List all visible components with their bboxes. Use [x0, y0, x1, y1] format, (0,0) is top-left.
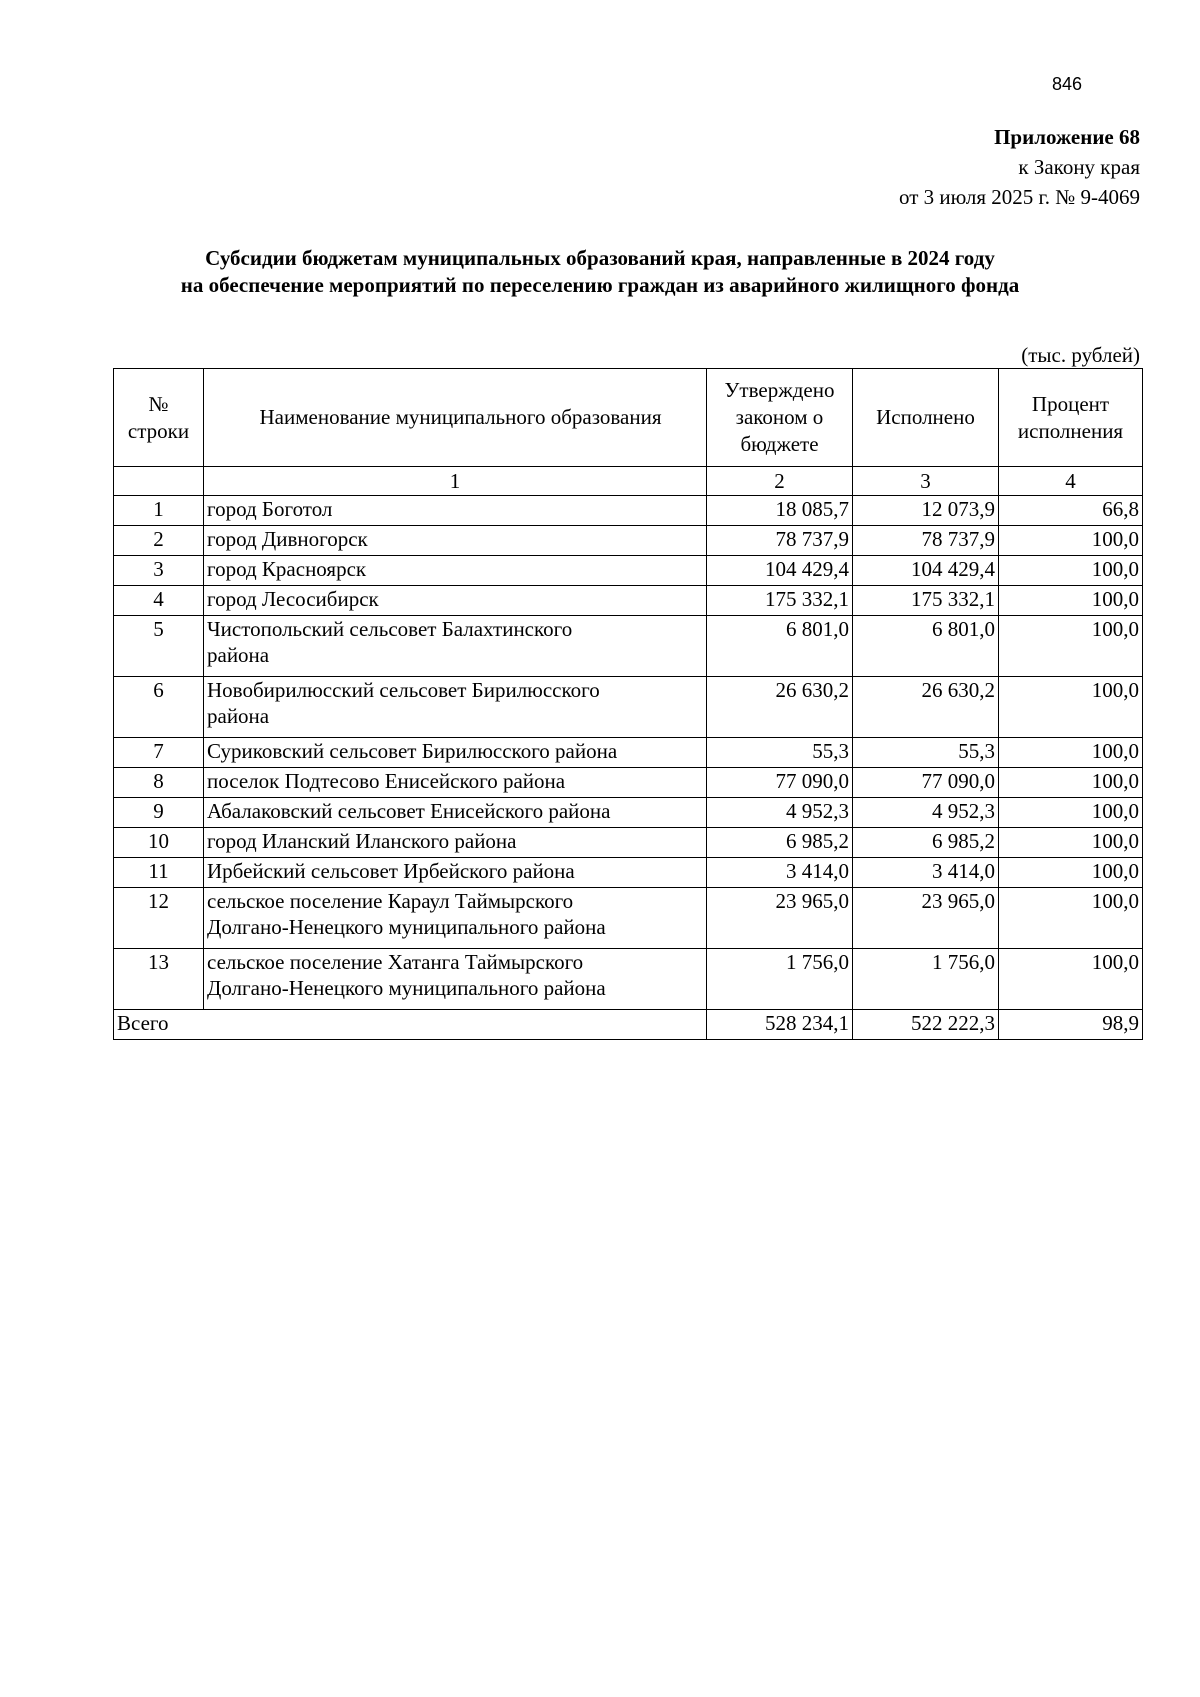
municipality-name-line-1: город Боготол: [207, 497, 333, 521]
row-number: 10: [114, 828, 204, 858]
approved-amount: 6 801,0: [707, 616, 853, 677]
table-row: [114, 526, 1143, 556]
page-number: 846: [1052, 74, 1083, 94]
approved-amount: 6 985,2: [707, 828, 853, 858]
municipality-name: [204, 858, 707, 888]
municipality-name-line-1: Абалаковский сельсовет Енисейского района: [207, 799, 611, 823]
municipality-name-line-1: город Иланский Иланского района: [207, 829, 517, 853]
municipality-name-line-1: город Лесосибирск: [207, 587, 379, 611]
approved-amount: 104 429,4: [707, 556, 853, 586]
document-title: [0, 245, 1200, 299]
row-number: 13: [114, 949, 204, 1010]
municipality-name: [204, 949, 707, 1010]
row-number: 3: [114, 556, 204, 586]
units-label: (тыс. рублей): [1021, 343, 1140, 367]
executed-amount: 6 985,2: [853, 828, 999, 858]
executed-amount: 55,3: [853, 738, 999, 768]
row-number: 1: [114, 496, 204, 526]
column-number: 3: [853, 467, 999, 496]
execution-percent: 100,0: [999, 677, 1143, 738]
row-number: 7: [114, 738, 204, 768]
header-percent-line-1: Процент: [1031, 391, 1110, 416]
execution-percent: 66,8: [999, 496, 1143, 526]
header-approved: [707, 369, 853, 467]
executed-amount: 26 630,2: [853, 677, 999, 738]
executed-amount: 78 737,9: [853, 526, 999, 556]
municipality-name: [204, 556, 707, 586]
row-number: 2: [114, 526, 204, 556]
table-row: [114, 828, 1143, 858]
table-row: [114, 586, 1143, 616]
municipality-name-line-2: Долгано-Ненецкого муниципального района: [207, 915, 606, 939]
appendix-law-ref: к Закону края: [1018, 155, 1140, 179]
column-number: 4: [999, 467, 1143, 496]
municipality-name-line-1: Суриковский сельсовет Бирилюсского района: [207, 739, 618, 763]
municipality-name: [204, 768, 707, 798]
execution-percent: 100,0: [999, 616, 1143, 677]
executed-amount: 3 414,0: [853, 858, 999, 888]
approved-amount: 26 630,2: [707, 677, 853, 738]
municipality-name: [204, 798, 707, 828]
header-percent-line-2: исполнения: [1017, 418, 1124, 443]
execution-percent: 100,0: [999, 888, 1143, 949]
executed-amount: 12 073,9: [853, 496, 999, 526]
approved-amount: 18 085,7: [707, 496, 853, 526]
executed-amount: 1 756,0: [853, 949, 999, 1010]
municipality-name: [204, 496, 707, 526]
row-number: 8: [114, 768, 204, 798]
table-row: [114, 738, 1143, 768]
municipality-name-line-2: Долгано-Ненецкого муниципального района: [207, 976, 606, 1000]
total-percent: 98,9: [999, 1010, 1143, 1040]
row-number: 12: [114, 888, 204, 949]
row-number: 6: [114, 677, 204, 738]
approved-amount: 55,3: [707, 738, 853, 768]
header-percent: [999, 369, 1143, 467]
execution-percent: 100,0: [999, 586, 1143, 616]
appendix-title: Приложение 68: [994, 125, 1140, 149]
executed-amount: 175 332,1: [853, 586, 999, 616]
execution-percent: 100,0: [999, 526, 1143, 556]
table-row: [114, 496, 1143, 526]
executed-amount: 4 952,3: [853, 798, 999, 828]
execution-percent: 100,0: [999, 949, 1143, 1010]
table-row: [114, 858, 1143, 888]
row-number: 5: [114, 616, 204, 677]
header-name: Наименование муниципального образования: [204, 369, 707, 467]
header-executed: Исполнено: [853, 369, 999, 467]
document-title-line-2: на обеспечение мероприятий по переселению граждан из аварийного жилищного фонда: [180, 273, 1020, 297]
appendix-block: [899, 122, 1140, 212]
table-row: [114, 616, 1143, 677]
appendix-law-date: от 3 июля 2025 г. № 9-4069: [899, 185, 1140, 209]
approved-amount: 78 737,9: [707, 526, 853, 556]
municipality-name-line-1: Чистопольский сельсовет Балахтинского: [207, 617, 573, 641]
table-header-row: [114, 369, 1143, 467]
header-row-number-line-2: строки: [127, 418, 190, 443]
row-number: 9: [114, 798, 204, 828]
municipality-name: [204, 828, 707, 858]
execution-percent: 100,0: [999, 798, 1143, 828]
approved-amount: 4 952,3: [707, 798, 853, 828]
execution-percent: 100,0: [999, 768, 1143, 798]
header-row-number: [114, 369, 204, 467]
executed-amount: 77 090,0: [853, 768, 999, 798]
table-row: [114, 677, 1143, 738]
executed-amount: 104 429,4: [853, 556, 999, 586]
executed-amount: 23 965,0: [853, 888, 999, 949]
row-number: 11: [114, 858, 204, 888]
header-approved-line-1: Утверждено: [724, 378, 835, 402]
municipality-name: [204, 888, 707, 949]
municipality-name: [204, 586, 707, 616]
total-row: [114, 1010, 1143, 1040]
execution-percent: 100,0: [999, 738, 1143, 768]
municipality-name-line-1: город Красноярск: [207, 557, 367, 581]
approved-amount: 77 090,0: [707, 768, 853, 798]
column-number-blank: [114, 467, 204, 496]
municipality-name-line-2: района: [207, 704, 270, 728]
approved-amount: 1 756,0: [707, 949, 853, 1010]
total-label: Всего: [114, 1010, 707, 1040]
municipality-name: [204, 677, 707, 738]
municipality-name: [204, 616, 707, 677]
municipality-name-line-1: Ирбейский сельсовет Ирбейского района: [207, 859, 575, 883]
execution-percent: 100,0: [999, 828, 1143, 858]
municipality-name-line-1: город Дивногорск: [207, 527, 368, 551]
execution-percent: 100,0: [999, 858, 1143, 888]
table-row: [114, 949, 1143, 1010]
approved-amount: 23 965,0: [707, 888, 853, 949]
total-approved: 528 234,1: [707, 1010, 853, 1040]
row-number: 4: [114, 586, 204, 616]
header-approved-line-3: бюджете: [740, 432, 819, 456]
column-numbers-row: [114, 467, 1143, 496]
approved-amount: 175 332,1: [707, 586, 853, 616]
municipality-name-line-1: сельское поселение Хатанга Таймырского: [207, 950, 584, 974]
column-number: 2: [707, 467, 853, 496]
municipality-name-line-1: поселок Подтесово Енисейского района: [207, 769, 566, 793]
executed-amount: 6 801,0: [853, 616, 999, 677]
municipality-name-line-1: сельское поселение Караул Таймырского: [207, 889, 574, 913]
execution-percent: 100,0: [999, 556, 1143, 586]
municipality-name-line-1: Новобирилюсский сельсовет Бирилюсского: [207, 678, 600, 702]
table-row: [114, 768, 1143, 798]
header-row-number-line-1: №: [148, 391, 169, 416]
municipality-name: [204, 738, 707, 768]
table-row: [114, 798, 1143, 828]
municipality-name: [204, 526, 707, 556]
document-title-line-1: Субсидии бюджетам муниципальных образований края, направленные в 2024 году: [205, 246, 995, 270]
approved-amount: 3 414,0: [707, 858, 853, 888]
table-row: [114, 888, 1143, 949]
header-approved-line-2: законом о: [735, 405, 824, 429]
table-row: [114, 556, 1143, 586]
total-executed: 522 222,3: [853, 1010, 999, 1040]
municipality-name-line-2: района: [207, 643, 270, 667]
subsidies-table: [113, 368, 1143, 1040]
column-number: 1: [204, 467, 707, 496]
